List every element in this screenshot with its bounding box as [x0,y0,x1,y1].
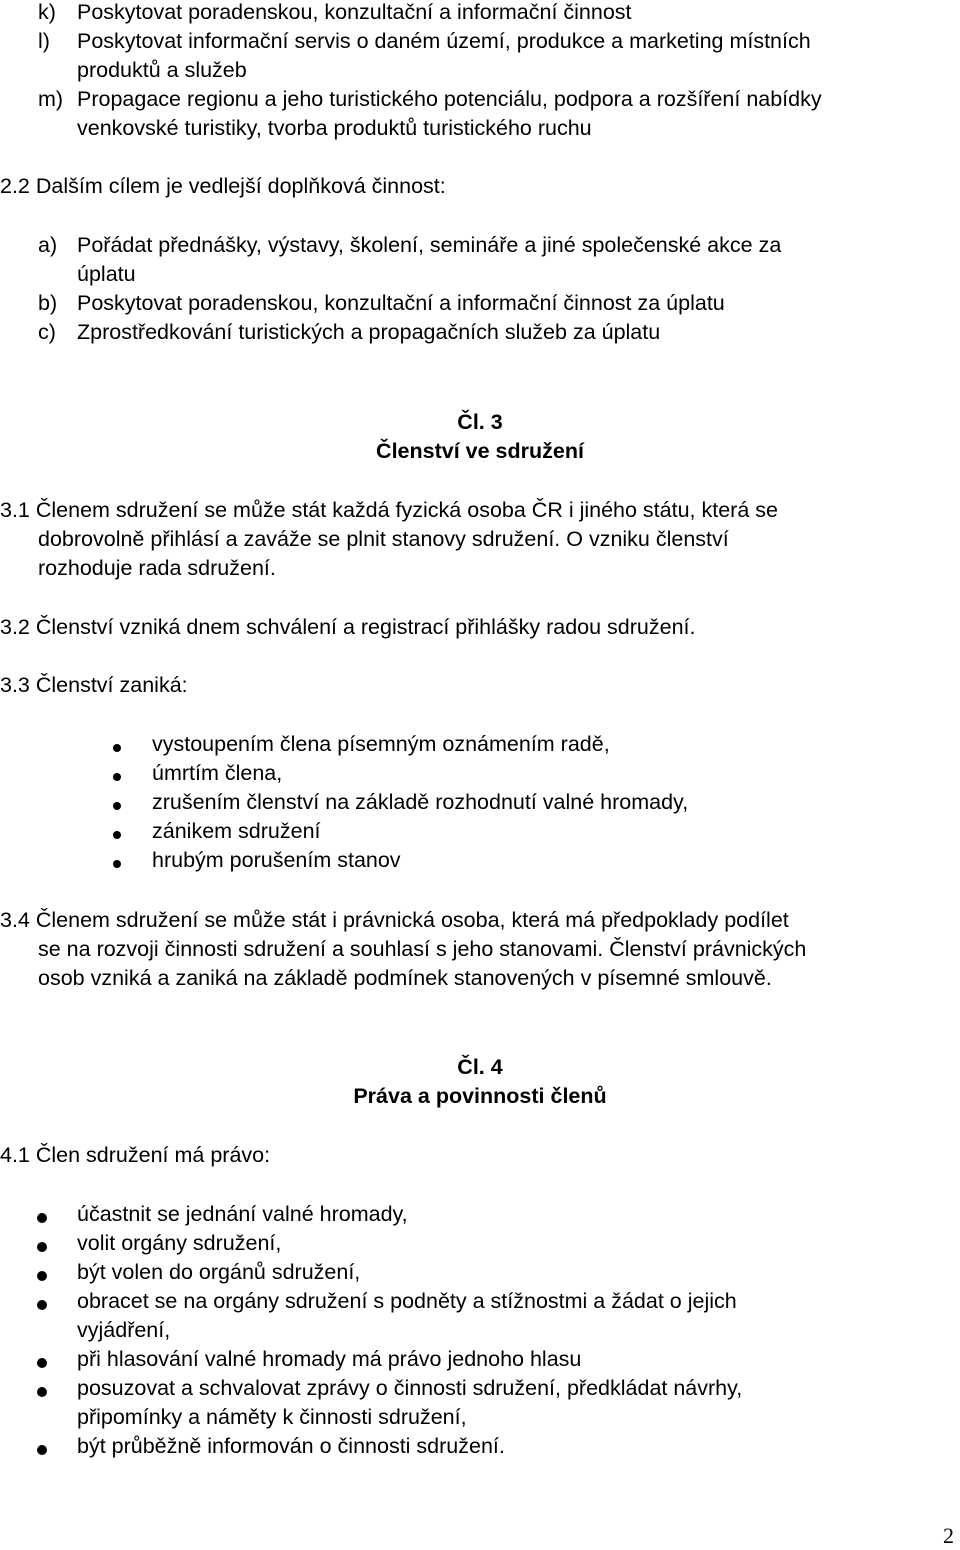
list-text: Pořádat přednášky, výstavy, školení, semináře a jiné společenské akce za [77,233,782,257]
list-item: vystoupením člena písemným oznámením radě, [152,732,610,756]
list-item: být volen do orgánů sdružení, [77,1260,361,1284]
article-4-number: Čl. 4 [457,1055,503,1079]
paragraph-line: 3.4 Členem sdružení se může stát i právnická osoba, která má předpoklady podílet [0,908,789,932]
page-number: 2 [943,1523,954,1548]
list-item: hrubým porušením stanov [152,848,401,872]
bullet-icon [37,1387,47,1397]
list-marker: m) [38,87,64,111]
bullet-icon [113,831,121,839]
article-4-title: Práva a povinnosti členů [353,1084,607,1108]
bullet-icon [37,1358,47,1368]
list-item: být průběžně informován o činnosti sdružení. [77,1434,505,1458]
article-3-title: Členství ve sdružení [376,439,584,463]
list-item: zánikem sdružení [152,819,321,843]
bullet-icon [37,1213,47,1223]
bullet-icon [113,773,121,781]
bullet-icon [37,1242,47,1252]
bullet-icon [113,860,121,868]
list-item: volit orgány sdružení, [77,1231,282,1255]
list-item: účastnit se jednání valné hromady, [77,1202,408,1226]
paragraph-line: se na rozvoji činnosti sdružení a souhlasí s jeho stanovami. Členství právnických [38,937,807,961]
list-item-continuation: připomínky a náměty k činnosti sdružení, [77,1405,467,1429]
bullet-icon [37,1271,47,1281]
list-text: Poskytovat poradenskou, konzultační a informační činnost za úplatu [77,291,725,315]
list-marker: b) [38,291,58,315]
paragraph-3-2: 3.2 Členství vzniká dnem schválení a registrací přihlášky radou sdružení. [0,615,696,639]
list-marker: c) [38,320,56,344]
list-item-continuation: vyjádření, [77,1318,171,1342]
bullet-icon [113,802,121,810]
paragraph-line: osob vzniká a zaniká na základě podmínek stanovených v písemné smlouvě. [38,966,772,990]
list-text: Zprostředkování turistických a propagačních služeb za úplatu [77,320,661,344]
bullet-icon [37,1445,47,1455]
list-text: Propagace regionu a jeho turistického potenciálu, podpora a rozšíření nabídky [77,87,822,111]
paragraph-line: rozhoduje rada sdružení. [38,556,276,580]
bullet-icon [37,1300,47,1310]
list-marker: a) [38,233,58,257]
article-3-number: Čl. 3 [457,410,503,434]
list-marker: k) [38,0,56,24]
list-item: obracet se na orgány sdružení s podněty a stížnostmi a žádat o jejich [77,1289,737,1313]
list-item: posuzovat a schvalovat zprávy o činnosti sdružení, předkládat návrhy, [77,1376,743,1400]
list-text: úplatu [77,262,136,286]
paragraph-line: dobrovolně přihlásí a zaváže se plnit stanovy sdružení. O vzniku členství [38,527,729,551]
paragraph-3-3: 3.3 Členství zaniká: [0,673,188,697]
list-text: Poskytovat informační servis o daném území, produkce a marketing místních [77,29,811,53]
list-text: produktů a služeb [77,58,247,82]
list-text: venkovské turistiky, tvorba produktů turistického ruchu [77,116,592,140]
bullet-icon [113,744,121,752]
list-text: Poskytovat poradenskou, konzultační a informační činnost [77,0,632,24]
list-item: úmrtím člena, [152,761,283,785]
paragraph-line: 3.1 Členem sdružení se může stát každá fyzická osoba ČR i jiného státu, která se [0,498,778,522]
list-item: zrušením členství na základě rozhodnutí valné hromady, [152,790,689,814]
paragraph-4-1: 4.1 Člen sdružení má právo: [0,1143,271,1167]
paragraph-2-2: 2.2 Dalším cílem je vedlejší doplňková činnost: [0,174,446,198]
list-item: při hlasování valné hromady má právo jednoho hlasu [77,1347,582,1371]
list-marker: l) [38,29,50,53]
